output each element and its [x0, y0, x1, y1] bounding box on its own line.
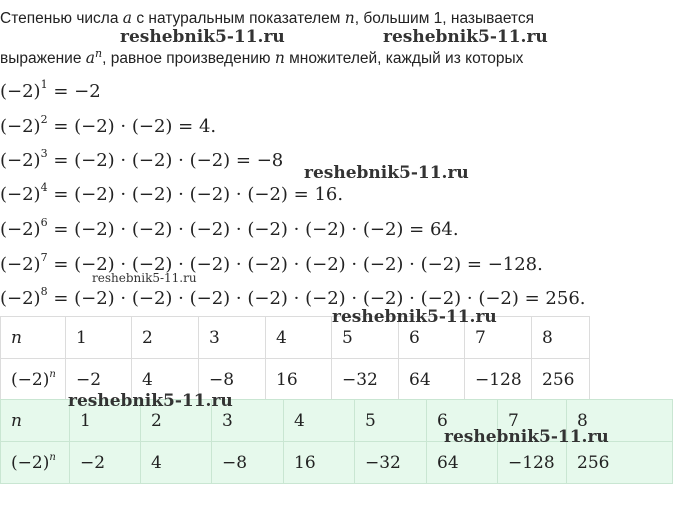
table-cell: 6 — [399, 317, 465, 359]
table-cell: −32 — [332, 359, 399, 401]
table-cell: 256 — [532, 359, 590, 401]
equation — [0, 78, 101, 102]
equation-exponent: 4 — [40, 181, 48, 194]
intro-text: , большим 1, называется — [354, 10, 535, 27]
variable-n: n — [274, 49, 285, 68]
intro-text: с натуральным показателем — [132, 10, 345, 27]
table-cell: 4 — [141, 442, 212, 484]
equation-rhs: = −2 — [47, 81, 101, 102]
intro-text: выражение — [0, 50, 86, 68]
equation-rhs: = (−2) · (−2) · (−2) = −8 — [47, 150, 284, 171]
intro-text: , равное произведению — [102, 50, 275, 68]
table-cell: 5 — [332, 317, 399, 359]
table-cell: −8 — [199, 359, 266, 401]
table-cell: 16 — [284, 442, 355, 484]
equation — [0, 113, 216, 137]
table-cell: −128 — [498, 442, 567, 484]
equation — [0, 216, 459, 240]
equation-rhs: = (−2) · (−2) · (−2) · (−2) = 16. — [47, 184, 344, 205]
table-cell: 1 — [66, 317, 132, 359]
intro-line-2 — [0, 44, 523, 69]
equation-base: (−2) — [0, 254, 41, 275]
table-cell: 4 — [132, 359, 199, 401]
equation — [0, 147, 283, 171]
equation-base: (−2) — [0, 184, 41, 205]
table-cell: −2 — [70, 442, 141, 484]
equation-exponent: 6 — [40, 216, 48, 229]
exponent-n: n — [95, 47, 103, 60]
table-cell: 16 — [266, 359, 332, 401]
powers-table — [0, 316, 590, 401]
equation-exponent: 8 — [40, 285, 48, 298]
watermark: reshebnik5-11.ru — [304, 163, 469, 183]
table-cell: 3 — [212, 400, 284, 442]
equation-exponent: 7 — [40, 251, 48, 264]
equation-base: (−2) — [0, 219, 41, 240]
variable-a: a — [85, 49, 95, 68]
table-row — [1, 317, 590, 359]
intro-line-1 — [0, 8, 534, 29]
equation-base: (−2) — [0, 81, 41, 102]
watermark: reshebnik5-11.ru — [92, 271, 197, 285]
table-cell: 2 — [132, 317, 199, 359]
table-header-cell: n — [1, 317, 66, 359]
table-cell: 5 — [355, 400, 427, 442]
variable-a: a — [122, 9, 133, 27]
intro-text: Степенью числа — [0, 10, 123, 27]
watermark: reshebnik5-11.ru — [444, 427, 609, 447]
table-row — [1, 442, 673, 484]
table-cell: 7 — [498, 400, 567, 442]
equation-rhs: = (−2) · (−2) · (−2) · (−2) · (−2) · (−2) = 64. — [47, 219, 459, 240]
watermark: reshebnik5-11.ru — [332, 307, 497, 327]
watermark: reshebnik5-11.ru — [68, 391, 233, 411]
table-cell: −8 — [212, 442, 284, 484]
equation-base: (−2) — [0, 288, 41, 309]
table-cell: 3 — [199, 317, 266, 359]
equation-exponent: 1 — [40, 78, 48, 91]
table-cell: 2 — [141, 400, 212, 442]
equation — [0, 285, 586, 309]
table-cell: −32 — [355, 442, 427, 484]
equation — [0, 181, 343, 205]
table-cell: 4 — [266, 317, 332, 359]
table-header-cell: $(-2)^n$ — [1, 359, 66, 401]
watermark: reshebnik5-11.ru — [120, 27, 285, 47]
variable-n: n — [344, 9, 355, 27]
table-cell: 256 — [567, 442, 673, 484]
table-cell: 8 — [532, 317, 590, 359]
table-cell: 1 — [70, 400, 141, 442]
equation-rhs: = (−2) · (−2) = 4. — [47, 116, 217, 137]
equation-base: (−2) — [0, 150, 41, 171]
watermark: reshebnik5-11.ru — [383, 27, 548, 47]
equation — [0, 251, 543, 275]
equation-exponent: 2 — [40, 113, 48, 126]
table-cell: 7 — [465, 317, 532, 359]
equation-base: (−2) — [0, 116, 41, 137]
equation-exponent: 3 — [40, 147, 48, 160]
table-cell: 4 — [284, 400, 355, 442]
table-cell: 6 — [427, 400, 498, 442]
table-cell: −128 — [465, 359, 532, 401]
intro-text: множителей, каждый из которых — [284, 50, 524, 68]
table-header-cell: n — [1, 400, 70, 442]
table-header-cell: $(-2)^n$ — [1, 442, 70, 484]
table-cell: 8 — [567, 400, 673, 442]
equation-rhs: = (−2) · (−2) · (−2) · (−2) · (−2) · (−2) · (−2) · (−2) = 256. — [47, 288, 586, 309]
table-cell: 64 — [427, 442, 498, 484]
table-cell: −2 — [66, 359, 132, 401]
equation-rhs: = (−2) · (−2) · (−2) · (−2) · (−2) · (−2) · (−2) = −128. — [47, 254, 543, 275]
table-cell: 64 — [399, 359, 465, 401]
